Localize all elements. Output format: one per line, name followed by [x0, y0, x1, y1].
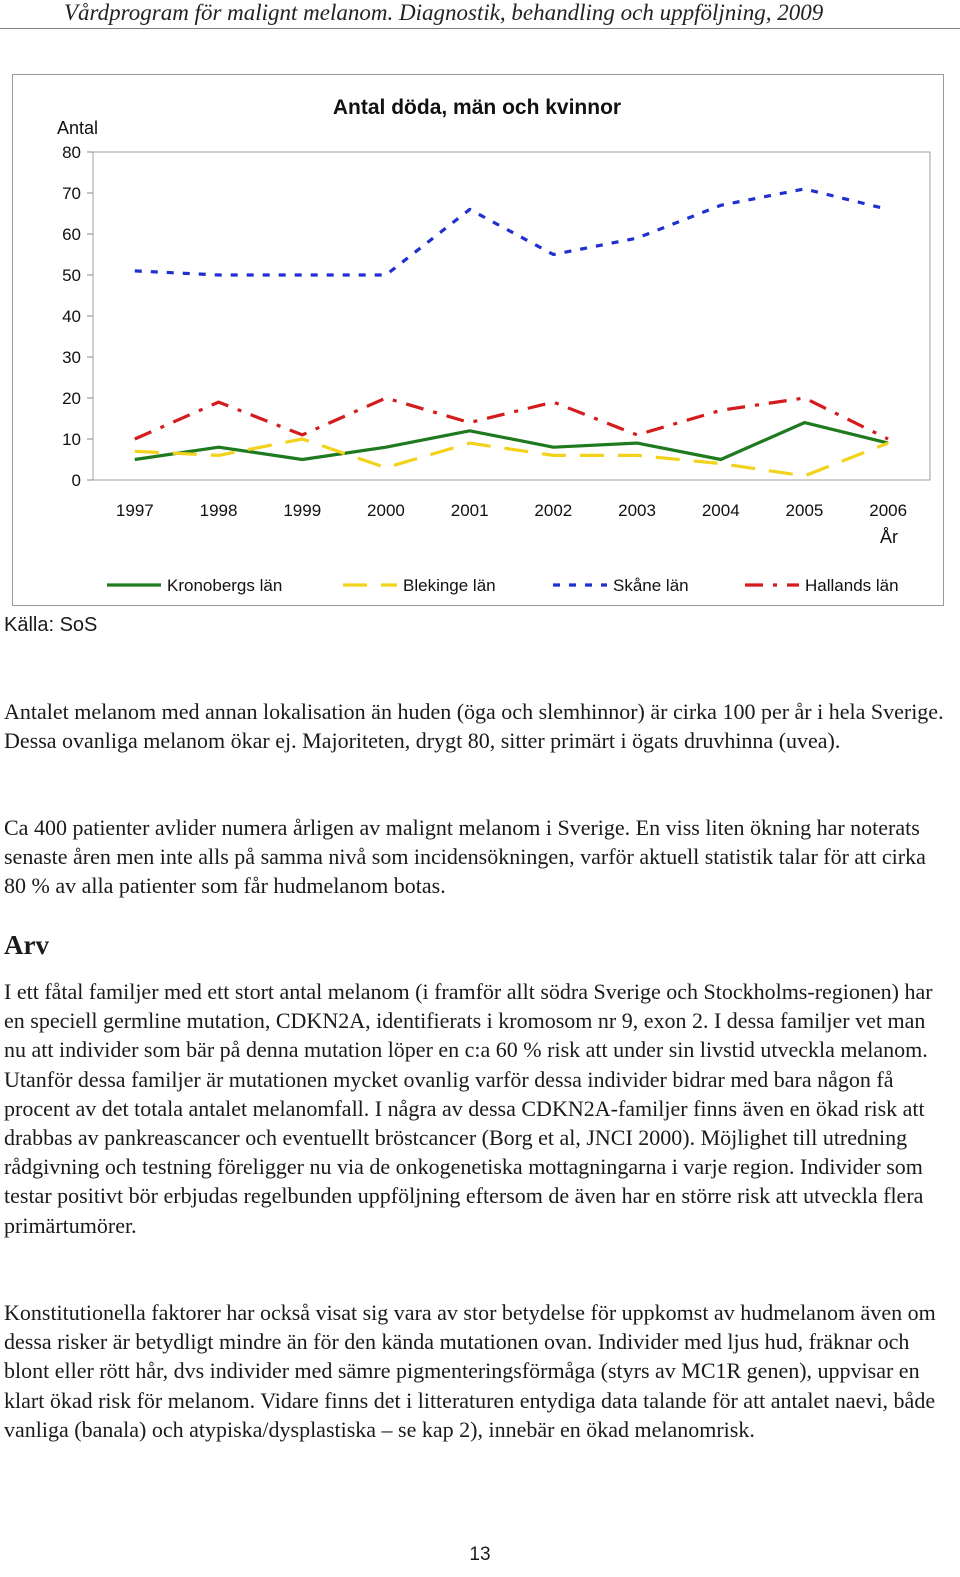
x-tick-label: 2004	[701, 501, 740, 520]
series-line-1	[135, 439, 888, 476]
x-tick-label: 1998	[199, 501, 238, 520]
legend-label-2: Skåne län	[613, 576, 689, 595]
x-tick-label: 2002	[534, 501, 573, 520]
y-tick-label: 40	[62, 307, 81, 326]
x-tick-label: 1999	[283, 501, 322, 520]
page-number: 13	[469, 1544, 491, 1565]
legend-label-0: Kronobergs län	[167, 576, 283, 595]
running-title: Vårdprogram för malignt melanom. Diagnostik, behandling och uppföljning, 2009	[64, 0, 824, 25]
chart-frame	[12, 74, 944, 606]
x-tick-label: 1997	[115, 501, 154, 520]
series-lines	[135, 189, 888, 476]
paragraph-heredity: I ett fåtal familjer med ett stort antal melanom (i framför allt södra Sverige och Stockholms-regionen) har en speciell germline mutation, CDKN2A, identifierats i kromosom nr 9, exon 2. I dessa familjer vet man nu att individer som bär på denna mutation löper en c:a 60 % risk att under sin livstid utveckla melanom. Utanför dessa familjer är mutationen mycket ovanlig varför dessa individer bidrar med bara någon få procent av det totala antalet melanomfall. I några av dessa CDKN2A-familjer finns även en ökad risk att drabbas av pankreascancer och eventuellt bröstcancer (Borg et al, JNCI 2000). Möjlighet till utredning rådgivning och testning föreligger nu via de onkogenetiska mottagningarna i varje region. Individer som testar positivt bör erbjudas regelbunden uppföljning eftersom de även har en större risk att utveckla flera primärtumörer.	[4, 979, 933, 1238]
y-tick-label: 50	[62, 266, 81, 285]
y-tick-label: 70	[62, 184, 81, 203]
x-axis-label: År	[880, 527, 898, 547]
x-tick-label: 2000	[367, 501, 405, 520]
x-tick-label: 2003	[618, 501, 656, 520]
y-tick-labels	[62, 143, 93, 490]
section-heading-arv: Arv	[4, 930, 49, 960]
y-tick-label: 10	[62, 430, 81, 449]
source-note: Källa: SoS	[4, 614, 98, 636]
x-tick-label: 2005	[785, 501, 824, 520]
legend-label-1: Blekinge län	[403, 576, 496, 595]
x-tick-label: 2001	[450, 501, 489, 520]
y-tick-label: 80	[62, 143, 81, 162]
y-tick-label: 60	[62, 225, 81, 244]
plot-area	[93, 152, 930, 480]
y-tick-label: 0	[71, 471, 81, 490]
series-line-2	[135, 189, 888, 275]
chart-title: Antal döda, män och kvinnor	[332, 96, 622, 119]
legend-label-3: Hallands län	[805, 576, 899, 595]
paragraph-constitutional-factors: Konstitutionella faktorer har också visat sig vara av stor betydelse för uppkomst av hudmelanom även om dessa risker är betydligt mindre än för den kända mutationen ovan. Individer med ljus hud, fräknar och blont eller rött hår, dvs individer med sämre pigmenteringsförmåga (styrs av MC1R genen), uppvisar en klart ökad risk för melanom. Vidare finns det i litteraturen entydiga data talande för att antalet naevi, både vanliga (banala) och atypiska/dysplastiska – se kap 2), innebär en ökad melanomrisk.	[4, 1300, 936, 1442]
x-tick-label: 2006	[869, 501, 908, 520]
line-chart	[13, 75, 943, 605]
paragraph-other-locations: Antalet melanom med annan lokalisation än huden (öga och slemhinnor) är cirka 100 per år i hela Sverige. Dessa ovanliga melanom ökar ej. Majoriteten, drygt 80, sitter primärt i ögats druvhinna (uvea).	[4, 699, 944, 754]
chart-legend	[107, 576, 899, 595]
series-line-0	[135, 423, 888, 460]
series-line-3	[135, 398, 888, 439]
y-axis-label: Antal	[57, 118, 99, 138]
x-tick-labels	[116, 501, 907, 520]
running-header	[0, 0, 960, 29]
paragraph-mortality: Ca 400 patienter avlider numera årligen av malignt melanom i Sverige. En viss liten ökning har noterats senaste åren men inte alls på samma nivå som incidensökningen, varför aktuell statistik talar för att cirka 80 % av alla patienter som får hudmelanom botas.	[4, 815, 926, 899]
y-tick-label: 30	[62, 348, 81, 367]
y-tick-label: 20	[62, 389, 81, 408]
